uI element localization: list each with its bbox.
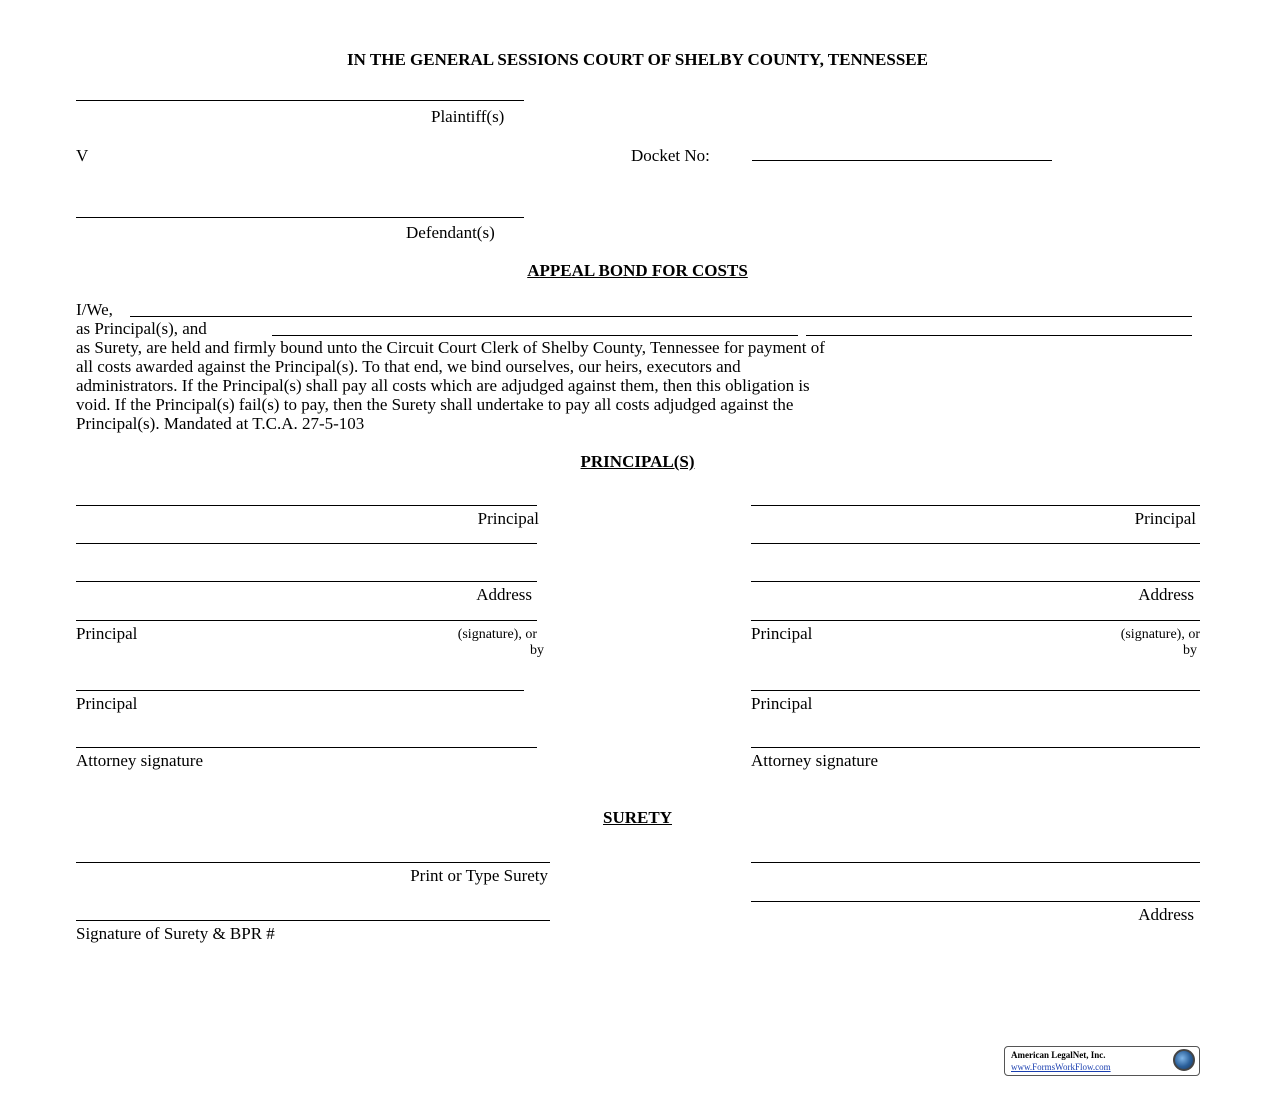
surety-print-label: Print or Type Surety — [410, 866, 548, 885]
address-line[interactable] — [751, 581, 1200, 582]
surety-signature-line[interactable] — [76, 920, 550, 921]
by-note: by — [1183, 643, 1197, 658]
sig-principal-label: Principal — [76, 624, 138, 643]
surety-heading: SURETY — [603, 808, 672, 827]
versus-label: V — [76, 146, 89, 165]
principal-and-label: as Principal(s), and — [76, 319, 207, 338]
signature-note: (signature), or — [457, 627, 537, 642]
signature-note: (signature), or — [1120, 627, 1200, 642]
logo-website-link[interactable]: www.FormsWorkFlow.com — [1011, 1062, 1111, 1072]
surety-print-line[interactable] — [76, 862, 550, 863]
principal-2-line[interactable] — [76, 690, 524, 691]
body-line-2: all costs awarded against the Principal(s). To that end, we bind ourselves, our heirs, executors and — [76, 357, 741, 376]
address-label: Address — [476, 585, 532, 604]
american-legalnet-logo[interactable] — [1004, 1046, 1200, 1076]
plaintiff-line[interactable] — [76, 100, 524, 101]
principal-2-line[interactable] — [751, 690, 1200, 691]
surety-address-label: Address — [1138, 905, 1194, 924]
surety-name-line-2[interactable] — [806, 335, 1192, 336]
body-line-1: as Surety, are held and firmly bound unto the Circuit Court Clerk of Shelby County, Tennessee for payment of — [76, 338, 825, 357]
principal-signature-line[interactable] — [751, 620, 1200, 621]
principal-names-line[interactable] — [130, 316, 1192, 317]
principal-extra-line[interactable] — [76, 543, 537, 544]
court-title: IN THE GENERAL SESSIONS COURT OF SHELBY COUNTY, TENNESSEE — [347, 50, 928, 69]
form-title: APPEAL BOND FOR COSTS — [527, 261, 748, 280]
principal-signature-line[interactable] — [76, 620, 537, 621]
surety-address-line-1[interactable] — [751, 862, 1200, 863]
body-line-5: Principal(s). Mandated at T.C.A. 27-5-103 — [76, 414, 365, 433]
principal-label: Principal — [477, 509, 539, 528]
principal-2-label: Principal — [76, 694, 138, 713]
principal-name-line[interactable] — [751, 505, 1200, 506]
address-line[interactable] — [76, 581, 537, 582]
globe-icon — [1173, 1049, 1195, 1071]
defendant-label: Defendant(s) — [406, 223, 495, 242]
sig-principal-label: Principal — [751, 624, 813, 643]
principal-name-line[interactable] — [76, 505, 537, 506]
surety-signature-label: Signature of Surety & BPR # — [76, 924, 275, 943]
attorney-signature-label: Attorney signature — [76, 751, 203, 770]
attorney-signature-line[interactable] — [751, 747, 1200, 748]
address-label: Address — [1138, 585, 1194, 604]
plaintiff-label: Plaintiff(s) — [431, 107, 505, 126]
principal-2-label: Principal — [751, 694, 813, 713]
docket-label: Docket No: — [631, 146, 710, 165]
principal-label: Principal — [1134, 509, 1196, 528]
body-line-4: void. If the Principal(s) fail(s) to pay, then the Surety shall undertake to pay all costs adjudged against the — [76, 395, 794, 414]
surety-address-line-2[interactable] — [751, 901, 1200, 902]
iwe-label: I/We, — [76, 300, 113, 319]
body-line-3: administrators. If the Principal(s) shall pay all costs which are adjudged against them, then this obligation is — [76, 376, 810, 395]
principal-extra-line[interactable] — [751, 543, 1200, 544]
docket-number-line[interactable] — [752, 160, 1052, 161]
by-note: by — [530, 643, 544, 658]
defendant-line[interactable] — [76, 217, 524, 218]
surety-name-line-1[interactable] — [272, 335, 798, 336]
attorney-signature-line[interactable] — [76, 747, 537, 748]
logo-company-name: American LegalNet, Inc. — [1011, 1050, 1106, 1060]
attorney-signature-label: Attorney signature — [751, 751, 878, 770]
principals-heading: PRINCIPAL(S) — [580, 452, 695, 471]
